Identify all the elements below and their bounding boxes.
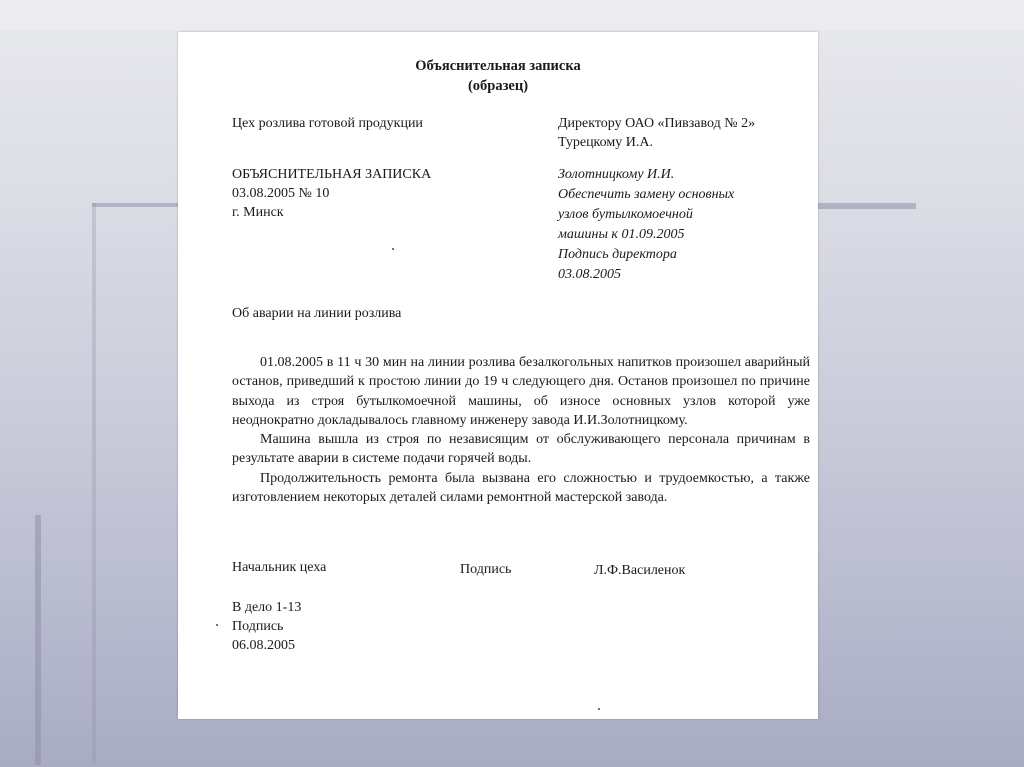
resolution-line: машины к 01.09.2005 (558, 227, 685, 242)
document-type: ОБЪЯСНИТЕЛЬНАЯ ЗАПИСКА (232, 167, 432, 182)
filing-signature: Подпись (232, 619, 284, 634)
body-paragraph: Машина вышла из строя по независящим от обслуживающего персонала причинам в результате аварии в системе подачи горячей воды. (232, 432, 810, 467)
decorative-stripe (35, 515, 41, 765)
decorative-stripe (92, 203, 96, 763)
signature-label: Подпись (460, 562, 512, 577)
document-title: Объяснительная записка (415, 58, 581, 74)
signature-position: Начальник цеха (232, 560, 327, 575)
background-top-band (0, 0, 1024, 30)
resolution-line: Подпись директора (558, 247, 677, 262)
scan-speck (216, 624, 218, 626)
document-place: г. Минск (232, 205, 284, 220)
document-date-number: 03.08.2005 № 10 (232, 186, 330, 201)
resolution-line: 03.08.2005 (558, 267, 621, 282)
scan-speck (392, 248, 394, 250)
resolution-line: Обеспечить замену основных (558, 187, 735, 202)
document-body (232, 353, 810, 507)
body-paragraph: Продолжительность ремонта была вызвана его сложностью и трудоемкостью, а также изготовлением некоторых деталей силами ремонтной мастерской завода. (232, 470, 810, 506)
scan-speck (598, 708, 600, 710)
resolution-line: Золотницкому И.И. (558, 167, 675, 182)
filing-note: В дело 1-13 (232, 600, 302, 615)
resolution-line: узлов бутылкомоечной (558, 207, 693, 222)
addressee-line-1: Директору ОАО «Пивзавод № 2» (558, 116, 756, 131)
body-paragraph: 01.08.2005 в 11 ч 30 мин на линии розлива безалкогольных напитков произошел аварийный останов, приведший к простою линии до 19 ч следующего дня. Останов произошел по причине выхода из строя бутылкомоечной машины, об износе основных узлов которой уже неоднократно докладывалось главному инженеру завода И.И.Золотницкому. (232, 355, 810, 428)
signature-name: Л.Ф.Василенок (594, 563, 686, 578)
department-name: Цех розлива готовой продукции (232, 116, 423, 131)
decorative-stripe (816, 203, 916, 209)
document-subject: Об аварии на линии розлива (232, 306, 402, 321)
filing-date: 06.08.2005 (232, 638, 295, 653)
document-page (178, 32, 818, 719)
decorative-stripe (92, 203, 180, 207)
addressee-line-2: Турецкому И.А. (558, 135, 653, 150)
document-subtitle: (образец) (467, 78, 529, 94)
